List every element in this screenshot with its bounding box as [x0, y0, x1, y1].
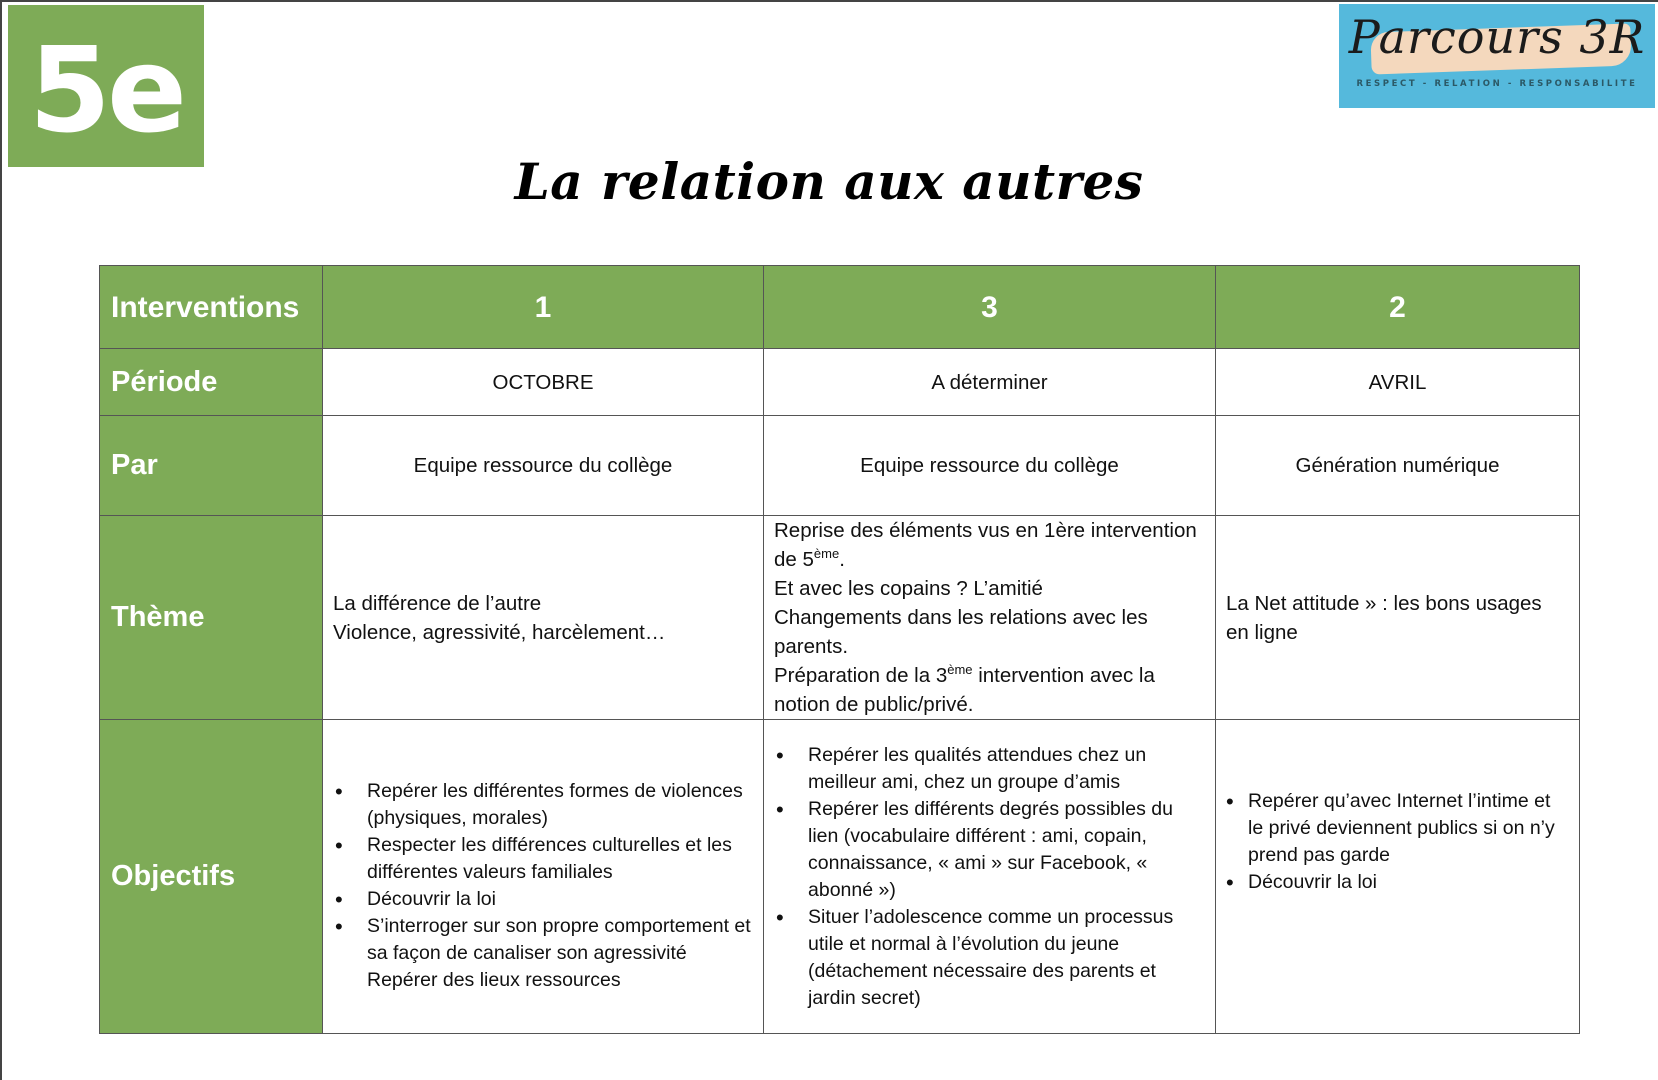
row-label-par: Par	[100, 416, 323, 516]
theme-cell	[764, 516, 1216, 720]
objectif-item: • Situer l’adolescence comme un processus utile et normal à l’évolution du jeune (détachement nécessaire des parents et jardin secret)	[774, 904, 1205, 1012]
objectif-item: • Repérer qu’avec Internet l’intime et le privé deviennent publics si on n’y prend pas garde	[1226, 788, 1569, 869]
row-label-objectifs: Objectifs	[100, 720, 323, 1034]
theme-line: Changements dans les relations avec les parents.	[774, 606, 1148, 658]
theme-line: Préparation de la 3ème intervention avec la notion de public/privé.	[774, 662, 1155, 716]
grade-badge	[8, 5, 204, 167]
objectifs-cell	[764, 720, 1216, 1034]
par-cell: Equipe ressource du collège	[323, 416, 764, 516]
periode-cell: OCTOBRE	[323, 349, 764, 416]
table-row-theme	[100, 516, 1580, 720]
objectifs-list	[1226, 788, 1569, 896]
page-title: La relation aux autres	[514, 152, 1144, 211]
intervention-number: 2	[1216, 266, 1580, 349]
row-label-theme: Thème	[100, 516, 323, 720]
table-row-objectifs	[100, 720, 1580, 1034]
theme-line: Violence, agressivité, harcèlement…	[333, 620, 666, 644]
interventions-table	[99, 265, 1580, 1034]
objectif-item: • Repérer les qualités attendues chez un meilleur ami, chez un groupe d’amis	[774, 742, 1205, 796]
objectif-item: • Repérer les différents degrés possibles du lien (vocabulaire différent : ami, copain, connaissance, « ami » sur Facebook, « abonné »)	[774, 796, 1205, 904]
par-cell: Equipe ressource du collège	[764, 416, 1216, 516]
table-row-par	[100, 416, 1580, 516]
objectifs-cell	[323, 720, 764, 1034]
objectif-item: • Découvrir la loi	[333, 886, 753, 913]
table-row-interventions	[100, 266, 1580, 349]
objectifs-cell	[1216, 720, 1580, 1034]
periode-cell: AVRIL	[1216, 349, 1580, 416]
theme-line: Reprise des éléments vus en 1ère intervention de 5ème.	[774, 519, 1197, 571]
theme-cell	[323, 516, 764, 720]
objectif-item: • Découvrir la loi	[1226, 869, 1569, 896]
objectif-item: • S’interroger sur son propre comportement et sa façon de canaliser son agressivité	[333, 913, 753, 967]
theme-line: La différence de l’autre	[333, 591, 542, 615]
objectif-item: • Repérer les différentes formes de violences (physiques, morales)	[333, 778, 753, 832]
logo-name: Parcours 3R	[1348, 10, 1646, 64]
row-label-periode: Période	[100, 349, 323, 416]
objectif-item: • Respecter les différences culturelles et les différentes valeurs familiales	[333, 832, 753, 886]
intervention-number: 3	[764, 266, 1216, 349]
par-cell: Génération numérique	[1216, 416, 1580, 516]
objectifs-list	[333, 778, 753, 994]
periode-cell: A déterminer	[764, 349, 1216, 416]
theme-cell	[1216, 516, 1580, 720]
objectif-item: Repérer des lieux ressources	[367, 968, 621, 991]
page-border-top	[0, 0, 1658, 2]
objectifs-list	[774, 742, 1205, 1012]
theme-line: La Net attitude » : les bons usages en ligne	[1226, 591, 1542, 644]
theme-line: Et avec les copains ? L’amitié	[774, 577, 1043, 600]
row-label-interventions: Interventions	[100, 266, 323, 349]
grade-badge-text: 5e	[28, 21, 184, 159]
intervention-number: 1	[323, 266, 764, 349]
logo-tagline: RESPECT - RELATION - RESPONSABILITE	[1356, 79, 1638, 89]
parcours-3r-logo	[1339, 4, 1655, 108]
table-row-periode	[100, 349, 1580, 416]
